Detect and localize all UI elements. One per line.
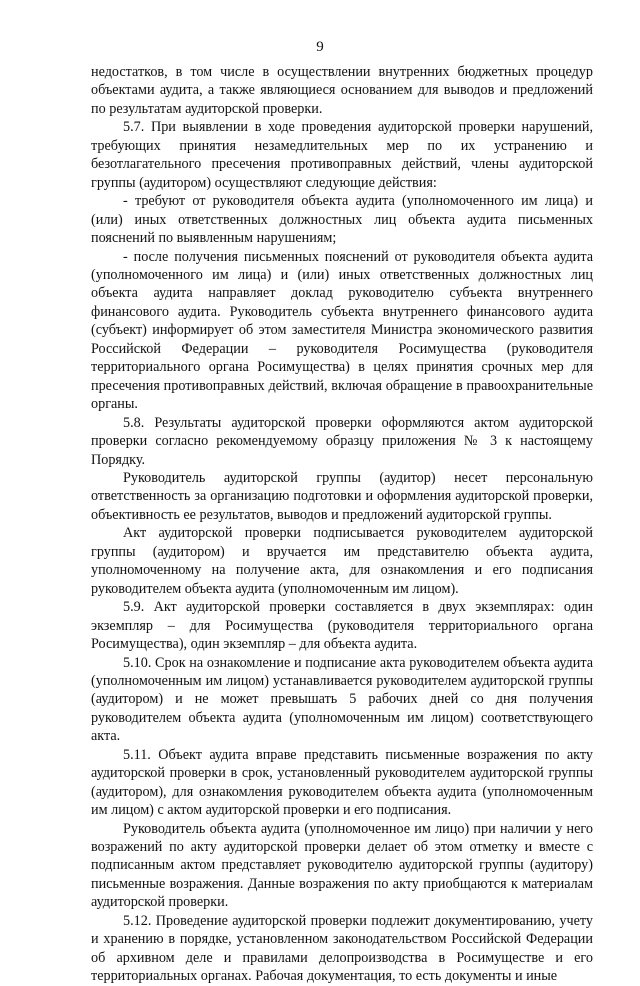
paragraph-5-10: 5.10. Срок на ознакомление и подписание акта руководителем объекта аудита (уполномоченным им лицом) устанавливается руководителем аудиторской группы (аудитором) и не может превышать 5 рабочих дней со дня получения руководителем объекта аудита (уполномоченным им лицом) соответствующего акта. — [91, 654, 593, 745]
paragraph-5-7: 5.7. При выявлении в ходе проведения аудиторской проверки нарушений, требующих принятия незамедлительных мер по их устранению и безотлагательного пресечения противоправных действий, члены аудиторской группы (аудитором) осуществляют следующие действия: — [91, 119, 593, 191]
paragraph-5-12: 5.12. Проведение аудиторской проверки подлежит документированию, учету и хранению в порядке, установленном законодательством Российской Федерации об архивном деле и правилами делопроизводства в Росимуществе и его территориальных органах. Рабочая документация, то есть документы и иные — [91, 912, 593, 985]
paragraph-list-item-2: - после получения письменных пояснений от руководителя объекта аудита (уполномоченного им лица) и (или) иных ответственных должностных лиц объекта аудита направляет доклад руководителю субъекта внутреннего финансового аудита. Руководитель субъекта внутреннего финансового аудита (субъект) информирует об этом заместителя Министра экономического развития Российской Федерации – руководителя Росимущества (руководителя территориального органа Росимущества) в целях принятия срочных мер для пресечения противоправных действий, включая обращение в правоохранительные органы. — [91, 248, 593, 413]
paragraph-act-signing: Акт аудиторской проверки подписывается руководителем аудиторской группы (аудитором) и вручается им представителю объекта аудита, уполномоченному на получение акта, для ознакомления и его подписания руководителем объекта аудита (уполномоченным им лицом). — [91, 525, 593, 597]
paragraph-5-9: 5.9. Акт аудиторской проверки составляется в двух экземплярах: один экземпляр – для Росимущества (руководителя территориального органа Росимущества), один экземпляр – для объекта аудита. — [91, 599, 593, 653]
paragraph-objections: Руководитель объекта аудита (уполномоченное им лицо) при наличии у него возражений по акту аудиторской проверки делает об этом отметку и вместе с подписанным актом представляет руководителю аудиторской группы (аудитору) письменные возражения. Данные возражения по акту приобщаются к материалам аудиторской проверки. — [91, 820, 593, 911]
paragraph-responsibility: Руководитель аудиторской группы (аудитор) несет персональную ответственность за организацию подготовки и оформления аудиторской проверки, объективность ее результатов, выводов и предложений аудиторской группы. — [91, 469, 593, 523]
paragraph-list-item-1: - требуют от руководителя объекта аудита (уполномоченного им лица) и (или) иных ответственных должностных лиц объекта аудита письменных пояснений по выявленным нарушениям; — [91, 193, 593, 247]
page-number: 9 — [316, 39, 324, 55]
paragraph-continuation: недостатков, в том числе в осуществлении внутренних бюджетных процедур объектами аудита, а также являющиеся основанием для выводов и предложений по результатам аудиторской проверки. — [91, 64, 593, 117]
paragraph-5-8: 5.8. Результаты аудиторской проверки оформляются актом аудиторской проверки согласно рекомендуемому образцу приложения № 3 к настоящему Порядку. — [91, 414, 593, 468]
paragraph-5-11: 5.11. Объект аудита вправе представить письменные возражения по акту аудиторской проверки в срок, установленный руководителем аудиторской группы (аудитором), для ознакомления руководителем объекта аудита (уполномоченным им лицом) с актом аудиторской проверки и его подписания. — [91, 746, 593, 819]
document-body — [91, 63, 593, 986]
